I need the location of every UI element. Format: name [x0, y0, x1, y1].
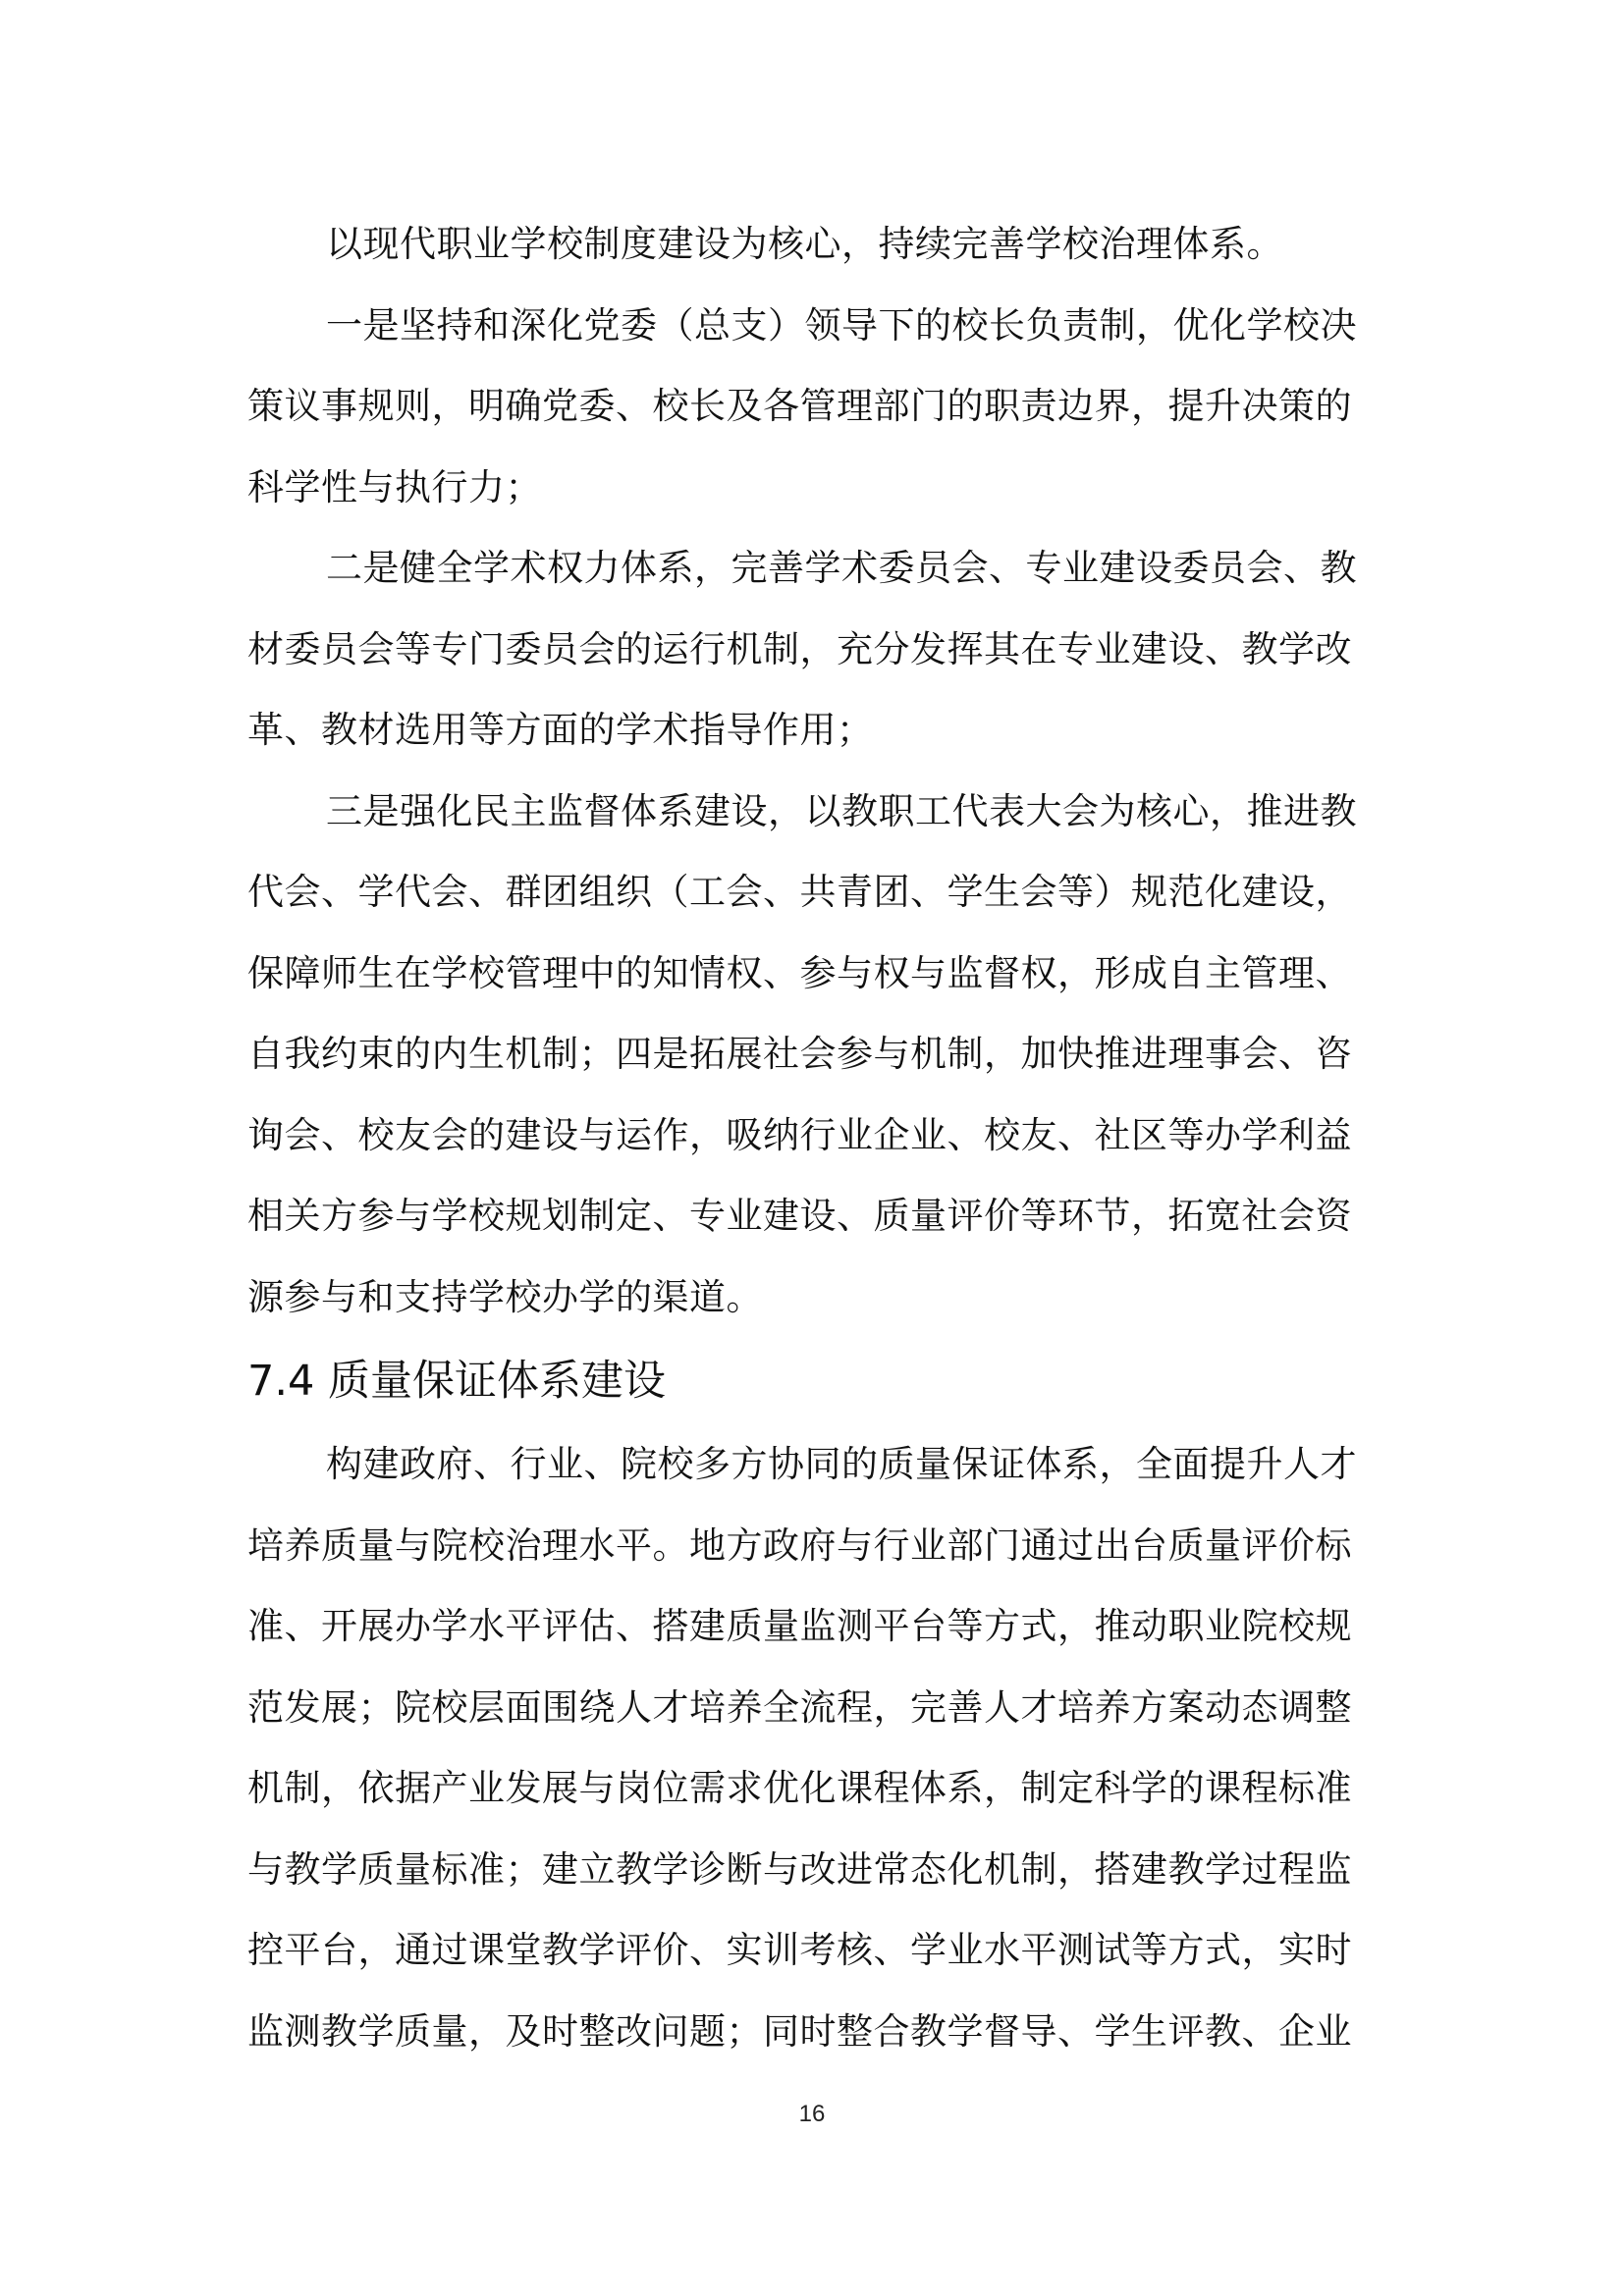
- paragraph-governance-2: [247, 528, 1391, 772]
- paragraph-governance-1: [247, 286, 1391, 529]
- text-line: 自我约束的内生机制；四是拓展社会参与机制，加快推进理事会、咨: [247, 1033, 1352, 1075]
- text-line: 范发展；院校层面围绕人才培养全流程，完善人才培养方案动态调整: [247, 1685, 1352, 1729]
- page-number: 16: [798, 2101, 826, 2127]
- text-line: 相关方参与学校规划制定、专业建设、质量评价等环节，拓宽社会资: [247, 1195, 1352, 1237]
- paragraph-governance-3: [247, 772, 1391, 1339]
- text-line: 三是强化民主监督体系建设，以教职工代表大会为核心，推进教: [326, 789, 1357, 832]
- text-line: 源参与和支持学校办学的渠道。: [247, 1275, 763, 1318]
- text-line: 与教学质量标准；建立教学诊断与改进常态化机制，搭建教学过程监: [247, 1847, 1352, 1891]
- paragraph-quality-assurance: [247, 1424, 1391, 2072]
- text-line: 监测教学质量，及时整改问题；同时整合教学督导、学生评教、企业: [247, 2009, 1352, 2053]
- section-heading: 7.4 质量保证体系建设: [247, 1357, 667, 1406]
- text-line: 二是健全学术权力体系，完善学术委员会、专业建设委员会、教: [326, 547, 1357, 589]
- text-line: 保障师生在学校管理中的知情权、参与权与监督权，形成自主管理、: [247, 951, 1352, 994]
- text-line: 准、开展办学水平评估、搭建质量监测平台等方式，推动职业院校规: [247, 1605, 1352, 1647]
- text-line: 材委员会等专门委员会的运行机制，充分发挥其在专业建设、教学改: [247, 627, 1352, 670]
- text-line: 构建政府、行业、院校多方协同的质量保证体系，全面提升人才: [326, 1443, 1357, 1485]
- text-line: 控平台，通过课堂教学评价、实训考核、学业水平测试等方式，实时: [247, 1929, 1352, 1971]
- text-line: 科学性与执行力；: [247, 465, 542, 508]
- text-line: 培养质量与院校治理水平。地方政府与行业部门通过出台质量评价标: [247, 1523, 1352, 1567]
- page-content: [247, 204, 1391, 2072]
- text-line: 机制，依据产业发展与岗位需求优化课程体系，制定科学的课程标准: [247, 1767, 1352, 1809]
- text-line: 代会、学代会、群团组织（工会、共青团、学生会等）规范化建设，: [247, 871, 1352, 913]
- text-line: 一是坚持和深化党委（总支）领导下的校长负责制，优化学校决: [326, 303, 1357, 347]
- intro-line: 以现代职业学校制度建设为核心，持续完善学校治理体系。: [326, 223, 1283, 265]
- text-line: 革、教材选用等方面的学术指导作用；: [247, 709, 874, 751]
- text-line: 策议事规则，明确党委、校长及各管理部门的职责边界，提升决策的: [247, 385, 1352, 427]
- text-line: 询会、校友会的建设与运作，吸纳行业企业、校友、社区等办学利益: [247, 1113, 1352, 1156]
